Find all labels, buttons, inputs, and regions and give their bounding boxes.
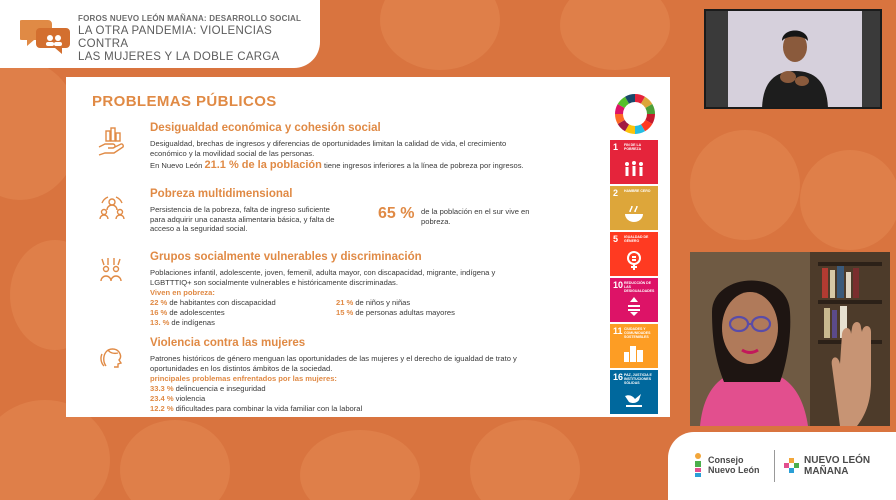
text-line: Desigualdad, brechas de ingresos y diferencias de oportunidades limitan la calidad de vida, el crecimiento [150,139,507,148]
stat-item [150,394,205,404]
stat-label: de niños y niñas [355,298,411,307]
sdg-card-2 [610,186,658,230]
stat-value: 16 % [150,308,168,317]
gender-equality-icon [622,248,646,272]
food-bowl-icon [622,202,646,226]
sdg-label: REDUCCIÓN DE LAS DESIGUALDADES [624,281,655,293]
poverty-subheading: Viven en pobreza: [150,288,215,297]
people-circle-icon [96,193,128,225]
sdg-card-16 [610,370,658,414]
poverty-percentage: 65 % [378,205,415,222]
text-fragment: tiene ingresos inferiores a la línea de pobreza por ingresos. [323,161,524,170]
stat-item [150,298,276,308]
sdg-label: CIUDADES Y COMUNIDADES SOSTENIBLES [624,327,651,339]
sdg-number: 16 [613,372,624,382]
dove-gavel-icon [622,386,646,410]
sdg-card-5 [610,232,658,276]
sdg-label: HAMBRE CERO [624,189,651,193]
consejo-logo-text [708,455,760,475]
reduced-inequality-icon [622,294,646,318]
section-text-violence-women [150,354,580,373]
section-text-poverty [150,205,370,234]
nuevo-leon-manana-logo-text [804,455,870,477]
stat-value: 12.2 % [150,404,174,413]
family-icon [622,156,646,180]
woman-profile-icon [96,340,128,372]
sdg-number: 5 [613,234,619,244]
text-fragment: En Nuevo León [150,161,203,170]
logo-line: NUEVO LEÓN [804,455,871,466]
section-text-vulnerable-groups [150,268,580,287]
speaker-figure [690,252,890,426]
interpreter-figure [706,11,882,109]
logo-line: Nuevo León [708,465,760,475]
poverty-line-statement [150,161,524,171]
stat-item [150,384,266,394]
speaker-video-feed[interactable] [690,252,890,426]
text-line: LGBTTTIQ+ son socialmente vulnerables e históricamente discriminadas. [150,277,398,287]
session-title-line1: LA OTRA PANDEMIA: VIOLENCIAS CONTRA [78,25,273,50]
text-line: Persistencia de la pobreza, falta de ingreso suficiente [150,205,330,214]
sdg-number: 11 [613,326,623,336]
sdg-number: 1 [613,142,619,152]
text-line: pobreza. [421,216,451,226]
section-heading-vulnerable-groups: Grupos socialmente vulnerables y discriminación [150,251,422,263]
forum-header [0,0,320,68]
sdg-card-1 [610,140,658,184]
group-raised-hands-icon [96,255,128,287]
stat-value: 21 % [336,298,354,307]
session-title-line2: LAS MUJERES Y LA DOBLE CARGA [78,51,280,63]
poverty-percentage-caption [421,207,561,226]
logo-line: MAÑANA [804,466,849,477]
stat-item [150,404,362,414]
stat-value: 33.3 % [150,384,174,393]
stat-label: de personas adultas mayores [355,308,455,317]
section-heading-poverty: Pobreza multidimensional [150,188,293,200]
section-text-inequality [150,139,580,158]
sdg-number: 2 [613,188,619,198]
text-line: económico y la movilidad social de las personas. [150,148,315,158]
sdg-label: PAZ, JUSTICIA E INSTITUCIONES SÓLIDAS [624,373,652,385]
sponsor-logos [668,432,896,500]
stat-label: de adolescentes [169,308,225,317]
hand-coins-icon [96,125,128,157]
section-heading-violence-women: Violencia contra las mujeres [150,337,306,349]
sdg-label: IGUALDAD DE GÉNERO [624,235,649,243]
text-line: para adquirir una canasta alimentaria básica, y falta de [150,214,335,224]
stat-item [336,308,455,318]
logo-divider [774,450,775,482]
sdg-card-10 [610,278,658,322]
presentation-slide [66,77,670,417]
slide-title: PROBLEMAS PÚBLICOS [92,93,277,110]
women-problems-subheading: principales problemas enfrentados por las mujeres: [150,374,337,383]
stat-label: dificultades para combinar la vida familiar con la laboral [175,404,363,413]
sdg-card-11 [610,324,658,368]
sdg-label: FIN DE LA POBREZA [624,143,642,151]
sdg-number: 10 [613,280,624,290]
stat-label: de indígenas [171,318,215,327]
logo-line: Consejo [708,455,744,465]
stat-item [336,298,410,308]
population-highlight: 21.1 % de la población [204,159,322,171]
stat-value: 22 % [150,298,168,307]
session-title [78,25,314,64]
text-line: de la población en el sur vive en [421,207,530,216]
stat-label: delincuencia e inseguridad [175,384,266,393]
stat-label: violencia [175,394,206,403]
sdg-wheel-icon [614,93,656,135]
consejo-logo-icon [692,452,704,478]
stat-value: 15 % [336,308,354,317]
stat-item [150,308,225,318]
nuevo-leon-manana-logo-icon [784,458,800,474]
text-line: Poblaciones infantil, adolescente, joven, femenil, adulta mayor, con discapacidad, migrante, indígena y [150,268,496,277]
text-line: acceso a la seguridad social. [150,224,248,234]
stat-label: de habitantes con discapacidad [169,298,276,307]
stat-value: 23.4 % [150,394,174,403]
stat-value: 13. % [150,318,170,327]
chat-bubbles-logo-icon [20,16,70,56]
forum-kicker: FOROS NUEVO LEÓN MAÑANA: DESARROLLO SOCIAL [78,14,302,23]
section-heading-inequality: Desigualdad económica y cohesión social [150,122,381,134]
interpreter-video-feed[interactable] [704,9,882,109]
text-line: Patrones históricos de género menguan las oportunidades de las mujeres y el derecho de igualdad de trato y [150,354,517,363]
city-buildings-icon [622,340,646,364]
text-line: oportunidades en los distintos ámbitos de la sociedad. [150,363,333,373]
stat-item [150,318,215,328]
